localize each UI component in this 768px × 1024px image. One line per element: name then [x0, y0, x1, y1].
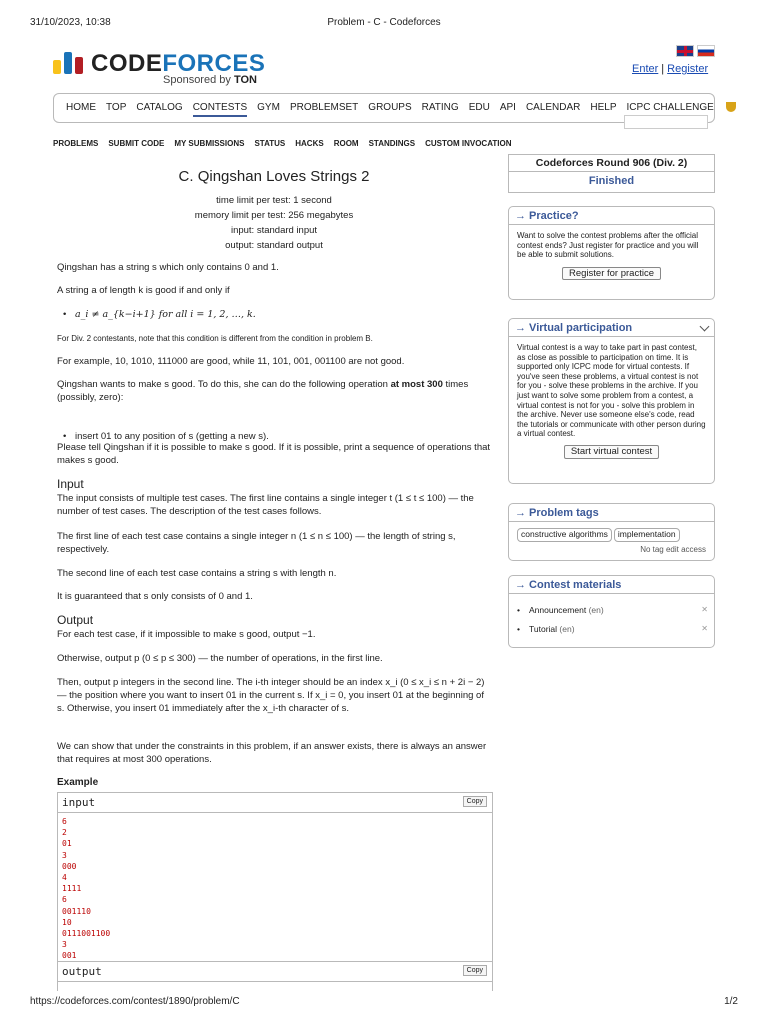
- round-box: [508, 154, 715, 193]
- statement-p2: A string a of length k is good if and only if: [57, 285, 230, 296]
- practice-text: Want to solve the contest problems after the official contest ends? Just register for practice and you will be able to submit solutions.: [517, 231, 699, 260]
- trophy-icon: [726, 102, 736, 112]
- close-icon[interactable]: ✕: [701, 605, 708, 614]
- nav-calendar[interactable]: CALENDAR: [525, 102, 581, 113]
- nav-edu[interactable]: EDU: [468, 102, 490, 113]
- statement-p1: Qingshan has a string s which only contains 0 and 1.: [57, 262, 279, 273]
- virtual-text: Virtual contest is a way to take part in past contest, as close as possible to participation on time. It is supported only ICPC mode for virtual contests. If you've seen these problems, a virtual contest is not for you - solve these problems in the archive. If you just want to solve some problem from a contest, a virtual contest is not for you - solve this problem in the archive. Never use someone else's code, read the tutorials or communicate with other person during a virtual contest.: [517, 343, 706, 439]
- round-status: Finished: [588, 175, 635, 187]
- materials-title: → Contest materials: [509, 576, 714, 594]
- codeforces-logo[interactable]: [53, 50, 273, 90]
- example-input-line: 001: [62, 951, 77, 961]
- statement-p4: For example, 10, 1010, 111000 are good, while 11, 101, 001, 001100 are not good.: [57, 356, 405, 367]
- input-p1: The input consists of multiple test cases. The first line contains a single integer t (1 ≤ t ≤ 100) — the number of test cases. The description of the test cases follows.: [57, 493, 474, 517]
- output-p2: Otherwise, output p (0 ≤ p ≤ 300) — the number of operations, in the first line.: [57, 653, 383, 664]
- subnav-standings[interactable]: STANDINGS: [368, 139, 416, 148]
- practice-title: → Practice?: [509, 207, 714, 225]
- output-p1: For each test case, if it impossible to make s good, output −1.: [57, 629, 316, 640]
- search-input[interactable]: [624, 115, 708, 129]
- language-flags: [676, 45, 716, 59]
- round-name[interactable]: Codeforces Round 906 (Div. 2): [509, 155, 714, 172]
- nav-home[interactable]: HOME: [66, 102, 96, 113]
- print-title: Problem - C - Codeforces: [327, 17, 441, 28]
- input-spec: input: standard input: [230, 225, 318, 236]
- nav-groups[interactable]: GROUPS: [368, 102, 412, 113]
- contest-subnav: [53, 139, 512, 148]
- start-virtual-button[interactable]: Start virtual contest: [564, 445, 659, 459]
- print-footer: [30, 996, 738, 1008]
- auth-links: Enter | Register: [632, 63, 709, 75]
- subnav-room[interactable]: ROOM: [333, 139, 359, 148]
- problem-limits: [56, 193, 492, 253]
- example-output-label: output: [62, 965, 102, 978]
- nav-contests[interactable]: CONTESTS: [193, 102, 247, 117]
- nav-catalog[interactable]: CATALOG: [136, 102, 183, 113]
- register-link[interactable]: Register: [667, 63, 709, 75]
- subnav-submit-code[interactable]: SUBMIT CODE: [108, 139, 165, 148]
- example-input-line: 001110: [62, 906, 91, 916]
- material-announcement[interactable]: • Announcement (en) ✕: [509, 605, 714, 624]
- input-p2: The first line of each test case contains a single integer n (1 ≤ n ≤ 100) — the length of string s, respectively.: [57, 531, 456, 555]
- memory-limit: memory limit per test: 256 megabytes: [194, 210, 354, 221]
- example-input-label: input: [62, 796, 96, 809]
- nav-top[interactable]: TOP: [106, 102, 127, 113]
- example-input-line: 4: [62, 873, 67, 883]
- tag-implementation[interactable]: implementation: [614, 528, 680, 542]
- tags-box: [508, 503, 715, 561]
- output-p4: We can show that under the constraints in this problem, if an answer exists, there is always an answer that requires at most 300 operations.: [57, 741, 487, 765]
- input-p3: The second line of each test case contains a string s with length n.: [57, 568, 337, 579]
- copy-input-button[interactable]: Copy: [463, 796, 487, 807]
- print-date: 31/10/2023, 10:38: [30, 17, 111, 28]
- tags-list: [517, 528, 706, 542]
- statement-p5: Qingshan wants to make s good. To do this, she can do the following operation at most 300 times (possibly, zero):: [57, 379, 469, 403]
- subnav-status[interactable]: STATUS: [254, 139, 286, 148]
- close-icon[interactable]: ✕: [701, 624, 708, 633]
- practice-box: [508, 206, 715, 300]
- example-input-line: 000: [62, 861, 77, 871]
- main-nav: [53, 93, 715, 123]
- example-input-line: 6: [62, 817, 67, 826]
- example-input-line: 0111001100: [62, 929, 111, 939]
- statement-p6: Please tell Qingshan if it is possible to make s good. If it is possible, print a sequence of operations that makes s good.: [57, 442, 491, 466]
- print-header: [30, 17, 738, 29]
- nav-icpc-challenge[interactable]: ICPC CHALLENGE: [626, 102, 714, 113]
- nav-help[interactable]: HELP: [590, 102, 617, 113]
- print-url: https://codeforces.com/contest/1890/problem/C: [30, 996, 240, 1007]
- example-input-line: 3: [62, 940, 67, 950]
- nav-rating[interactable]: RATING: [421, 102, 459, 113]
- logo-bars-icon: [53, 50, 85, 74]
- nav-api[interactable]: API: [499, 102, 516, 113]
- nav-problemset[interactable]: PROBLEMSET: [289, 102, 359, 113]
- example-input-line: 1111: [62, 884, 82, 894]
- register-practice-button[interactable]: Register for practice: [562, 267, 661, 281]
- subnav-custom-invocation[interactable]: CUSTOM INVOCATION: [425, 139, 512, 148]
- time-limit: time limit per test: 1 second: [216, 195, 332, 206]
- chevron-down-icon[interactable]: [700, 322, 710, 332]
- output-heading: Output: [57, 613, 94, 627]
- subnav-problems[interactable]: PROBLEMS: [53, 139, 99, 148]
- example-input-line: 3: [62, 850, 67, 860]
- example-input-box: [57, 792, 493, 962]
- statement-p3: For Div. 2 contestants, note that this condition is different from the condition in problem B.: [57, 334, 373, 343]
- material-tutorial[interactable]: • Tutorial (en) ✕: [509, 624, 714, 643]
- materials-box: [508, 575, 715, 648]
- example-heading: Example: [57, 777, 99, 788]
- russian-flag-icon[interactable]: [697, 45, 715, 57]
- logo-wordmark: CODEFORCES: [91, 50, 266, 77]
- example-input-line: 10: [62, 917, 72, 927]
- statement-bullet-1: • a_i ≠ a_{k−i+1} for all i = 1, 2, …, k.: [57, 308, 493, 321]
- english-flag-icon[interactable]: [676, 45, 694, 57]
- enter-link[interactable]: Enter: [632, 63, 659, 75]
- logo-sponsor: Sponsored by TON: [163, 74, 257, 86]
- problem-title: C. Qingshan Loves Strings 2: [178, 168, 370, 185]
- output-spec: output: standard output: [225, 240, 323, 251]
- subnav-hacks[interactable]: HACKS: [295, 139, 324, 148]
- input-p4: It is guaranteed that s only consists of 0 and 1.: [57, 591, 253, 602]
- example-output-box: [57, 961, 493, 991]
- example-input-line: 01: [62, 839, 72, 849]
- output-p3: Then, output p integers in the second line. The i-th integer should be an index x_i (0 ≤ x_i ≤ n + 2i − 2) — the position where you want to insert 01 in the current s. If x_i = 0, you insert 01 at the beginning of s. Otherwise, you insert 01 immediately after the x_i-th character of s.: [57, 677, 485, 714]
- nav-gym[interactable]: GYM: [257, 102, 280, 113]
- tag-constructive-algorithms[interactable]: constructive algorithms: [517, 528, 612, 542]
- virtual-box: [508, 318, 715, 484]
- example-input-line: 2: [62, 828, 67, 838]
- tags-note: No tag edit access: [640, 544, 706, 554]
- copy-output-button[interactable]: Copy: [463, 965, 487, 976]
- print-page: 1/2: [724, 996, 738, 1007]
- subnav-my-submissions[interactable]: MY SUBMISSIONS: [174, 139, 245, 148]
- tags-title: → Problem tags: [509, 504, 714, 522]
- example-input-line: 6: [62, 895, 67, 905]
- virtual-title: → Virtual participation: [515, 322, 633, 334]
- statement-bullet-2: • insert 01 to any position of s (getting a new s).: [57, 430, 493, 443]
- input-heading: Input: [57, 477, 84, 491]
- example-input-content: [58, 813, 492, 965]
